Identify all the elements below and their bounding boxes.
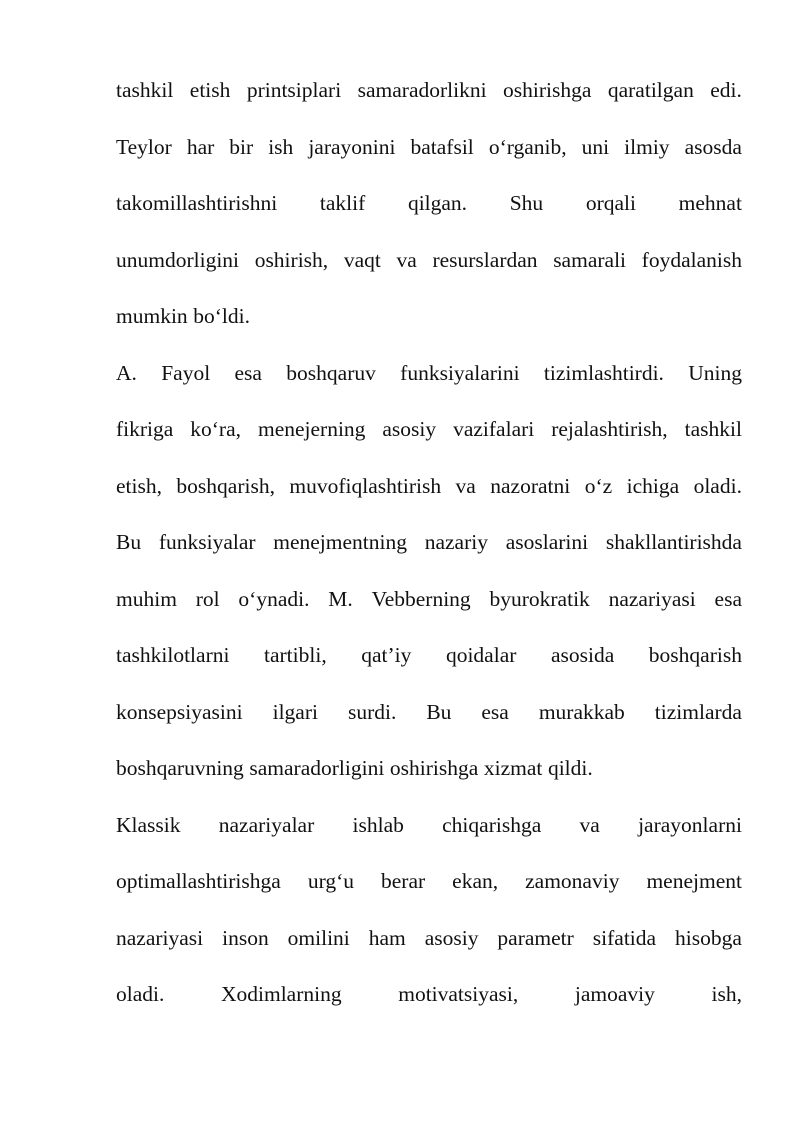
text-line: takomillashtirishni taklif qilgan. Shu orqali mehnat: [116, 191, 742, 215]
paragraph: [116, 797, 742, 1023]
text-line: Klassik nazariyalar ishlab chiqarishga va jarayonlarni: [116, 812, 742, 837]
text-line: konsepsiyasini ilgari surdi. Bu esa murakkab tizimlarda: [116, 699, 742, 724]
text-line: nazariyasi inson omilini ham asosiy parametr sifatida hisobga: [116, 925, 742, 950]
text-line: tashkilotlarni tartibli, qat’iy qoidalar asosida boshqarish: [116, 643, 742, 667]
text-line: tashkil etish printsiplari samaradorlikni oshirishga qaratilgan edi.: [116, 78, 742, 102]
text-line: muhim rol o‘ynadi. M. Vebberning byurokratik nazariyasi esa: [116, 586, 742, 611]
text-line: boshqaruvning samaradorligini oshirishga xizmat qildi.: [116, 756, 593, 780]
paragraph: [116, 345, 742, 797]
text-line: fikriga ko‘ra, menejerning asosiy vazifalari rejalashtirish, tashkil: [116, 417, 742, 441]
text-line: etish, boshqarish, muvofiqlashtirish va nazoratni o‘z ichiga oladi.: [116, 473, 742, 498]
text-line: optimallashtirishga urg‘u berar ekan, zamonaviy menejment: [116, 869, 742, 893]
text-line: A. Fayol esa boshqaruv funksiyalarini tizimlashtirdi. Uning: [116, 360, 742, 385]
paragraph: [116, 62, 742, 345]
text-line: Teylor har bir ish jarayonini batafsil o‘rganib, uni ilmiy asosda: [116, 134, 742, 159]
text-line: unumdorligini oshirish, vaqt va resurslardan samarali foydalanish: [116, 247, 742, 272]
text-line: oladi. Xodimlarning motivatsiyasi, jamoaviy ish,: [116, 982, 742, 1006]
document-page: [116, 62, 742, 1023]
text-line: mumkin bo‘ldi.: [116, 304, 250, 328]
text-line: Bu funksiyalar menejmentning nazariy asoslarini shakllantirishda: [116, 530, 742, 554]
